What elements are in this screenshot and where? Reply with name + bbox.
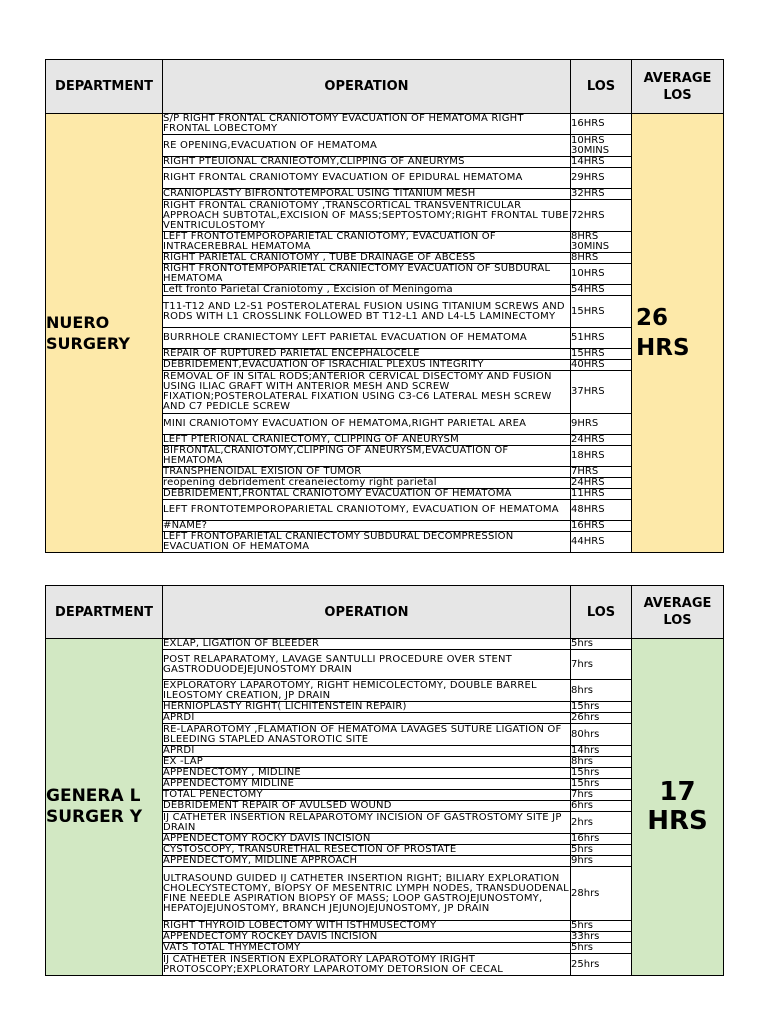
los-cell: 15hrs	[571, 768, 632, 779]
los-cell: 48HRS	[571, 500, 632, 521]
los-cell: 37HRS	[571, 371, 632, 414]
los-cell: 28hrs	[571, 867, 632, 921]
los-cell: 8hrs	[571, 757, 632, 768]
los-cell: 16hrs	[571, 834, 632, 845]
average-los-header: AVERAGE LOS	[632, 586, 724, 639]
los-cell: 14hrs	[571, 746, 632, 757]
operation-cell: #NAME?	[163, 521, 571, 532]
operation-cell: DEBRIDEMENT REPAIR OF AVULSED WOUND	[163, 801, 571, 812]
average-los-cell: 17 HRS	[632, 639, 724, 976]
operation-cell: reopening debridement creaneiectomy right parietal	[163, 478, 571, 489]
operation-cell: APRDI	[163, 746, 571, 757]
los-cell: 51HRS	[571, 328, 632, 349]
los-cell: 24HRS	[571, 478, 632, 489]
operation-cell: APPENDECTOMY , MIDLINE	[163, 768, 571, 779]
operation-header: OPERATION	[163, 586, 571, 639]
los-cell: 44HRS	[571, 532, 632, 553]
operation-cell: IJ CATHETER INSERTION EXPLORATORY LAPAROTOMY IRIGHT PROTOSCOPY;EXPLORATORY LAPAROTOMY DETORSION OF CECAL	[163, 954, 571, 976]
operation-cell: TOTAL PENECTOMY	[163, 790, 571, 801]
los-cell: 26hrs	[571, 713, 632, 724]
operation-cell: REMOVAL OF IN SITAL RODS;ANTERIOR CERVICAL DISECTOMY AND FUSION USING ILIAC GRAFT WITH ANTERIOR MESH AND SCREW FIXATION;POSTEROLATERAL FIXATION USING C3-C6 LATERAL MESH SCREW AND C7 PEDICLE SCREW	[163, 371, 571, 414]
los-cell: 15HRS	[571, 349, 632, 360]
los-cell: 24HRS	[571, 435, 632, 446]
operation-cell: EXPLORATORY LAPAROTOMY, RIGHT HEMICOLECTOMY, DOUBLE BARREL ILEOSTOMY CREATION, JP DRAIN	[163, 680, 571, 702]
operation-cell: LEFT FRONTOTEMPOROPARIETAL CRANIOTOMY, EVACUATION OF HEMATOMA	[163, 500, 571, 521]
operation-cell: T11-T12 AND L2-S1 POSTEROLATERAL FUSION USING TITANIUM SCREWS AND RODS WITH L1 CROSSLINK FOLLOWED BT T12-L1 AND L4-L5 LAMINECTOMY	[163, 296, 571, 328]
operation-cell: RIGHT PARIETAL CRANIOTOMY , TUBE DRAINAGE OF ABCESS	[163, 253, 571, 264]
operation-cell: MINI CRANIOTOMY EVACUATION OF HEMATOMA,RIGHT PARIETAL AREA	[163, 414, 571, 435]
operation-cell: DEBRIDEMENT,EVACUATION OF ISRACHIAL PLEXUS INTEGRITY	[163, 360, 571, 371]
los-cell: 15hrs	[571, 702, 632, 713]
los-cell: 16HRS	[571, 521, 632, 532]
operation-cell: DEBRIDEMENT,FRONTAL CRANIOTOMY EVACUATION OF HEMATOMA	[163, 489, 571, 500]
los-cell: 8hrs	[571, 680, 632, 702]
los-cell: 25hrs	[571, 954, 632, 976]
los-cell: 80hrs	[571, 724, 632, 746]
los-cell: 9HRS	[571, 414, 632, 435]
average-los-cell: 26 HRS	[632, 114, 724, 553]
operation-cell: S/P RIGHT FRONTAL CRANIOTOMY EVACUATION OF HEMATOMA RIGHT FRONTAL LOBECTOMY	[163, 114, 571, 135]
operation-cell: POST RELAPARATOMY, LAVAGE SANTULLI PROCEDURE OVER STENT GASTRODUODEJEJUNOSTOMY DRAIN	[163, 650, 571, 680]
table-row	[46, 639, 724, 650]
table-row	[46, 114, 724, 135]
operation-cell: CYSTOSCOPY, TRANSURETHAL RESECTION OF PROSTATE	[163, 845, 571, 856]
operation-cell: TRANSPHENOIDAL EXISION OF TUMOR	[163, 467, 571, 478]
operation-cell: RIGHT FRONTAL CRANIOTOMY EVACUATION OF EPIDURAL HEMATOMA	[163, 168, 571, 189]
los-cell: 5hrs	[571, 943, 632, 954]
los-cell: 7hrs	[571, 790, 632, 801]
operation-cell: APPENDECTOMY, MIDLINE APPROACH	[163, 856, 571, 867]
department-cell: GENERA L SURGER Y	[46, 639, 163, 976]
operation-cell: IJ CATHETER INSERTION RELAPAROTOMY INCISION OF GASTROSTOMY SITE JP DRAIN	[163, 812, 571, 834]
los-cell: 72HRS	[571, 200, 632, 232]
header-row	[46, 586, 724, 639]
operation-cell: BIFRONTAL,CRANIOTOMY,CLIPPING OF ANEURYSM,EVACUATION OF HEMATOMA	[163, 446, 571, 467]
los-cell: 9hrs	[571, 856, 632, 867]
operation-header: OPERATION	[163, 60, 571, 114]
los-cell: 6hrs	[571, 801, 632, 812]
operation-cell: APPENDECTOMY ROCKEY DAVIS INCISION	[163, 932, 571, 943]
operation-cell: LEFT FRONTOTEMPOROPARIETAL CRANIOTOMY, EVACUATION OF INTRACEREBRAL HEMATOMA	[163, 232, 571, 253]
los-cell: 11HRS	[571, 489, 632, 500]
los-cell: 29HRS	[571, 168, 632, 189]
los-cell: 10HRS 30MINS	[571, 135, 632, 157]
los-cell: 10HRS	[571, 264, 632, 285]
los-cell: 5hrs	[571, 845, 632, 856]
los-cell: 40HRS	[571, 360, 632, 371]
los-cell: 16HRS	[571, 114, 632, 135]
operation-cell: RIGHT THYROID LOBECTOMY WITH ISTHMUSECTOMY	[163, 921, 571, 932]
los-header: LOS	[571, 586, 632, 639]
department-header: DEPARTMENT	[46, 586, 163, 639]
los-cell: 2hrs	[571, 812, 632, 834]
operation-cell: REPAIR OF RUPTURED PARIETAL ENCEPHALOCELE	[163, 349, 571, 360]
operation-cell: RE-LAPAROTOMY ,FLAMATION OF HEMATOMA LAVAGES SUTURE LIGATION OF BLEEDING STAPLED ANASTOROTIC SITE	[163, 724, 571, 746]
operation-cell: RIGHT FRONTOTEMPOPARIETAL CRANIECTOMY EVACUATION OF SUBDURAL HEMATOMA	[163, 264, 571, 285]
los-cell: 7hrs	[571, 650, 632, 680]
los-header: LOS	[571, 60, 632, 114]
operation-cell: ULTRASOUND GUIDED IJ CATHETER INSERTION RIGHT; BILIARY EXPLORATION CHOLECYSTECTOMY, BIOPSY OF MESENTRIC LYMPH NODES, TRANSDUODENAL FINE NEEDLE ASPIRATION BIOPSY OF MASS; LOOP GASTROJEJUNOSTOMY, HEPATOJEJUNOSTOMY, BRANCH JEJUNOJEJUNOSTOMY, JP DRAIN	[163, 867, 571, 921]
department-header: DEPARTMENT	[46, 60, 163, 114]
operation-cell: APRDI	[163, 713, 571, 724]
operation-cell: APPENDECTOMY ROCKY DAVIS INCISION	[163, 834, 571, 845]
los-cell: 5hrs	[571, 639, 632, 650]
header-row	[46, 60, 724, 114]
los-cell: 18HRS	[571, 446, 632, 467]
operation-cell: EXLAP, LIGATION OF BLEEDER	[163, 639, 571, 650]
los-cell: 8HRS	[571, 253, 632, 264]
los-cell: 14HRS	[571, 157, 632, 168]
operation-cell: RE OPENING,EVACUATION OF HEMATOMA	[163, 135, 571, 157]
los-cell: 32HRS	[571, 189, 632, 200]
neurosurgery-table	[45, 59, 724, 553]
los-cell: 33hrs	[571, 932, 632, 943]
department-cell: NUERO SURGERY	[46, 114, 163, 553]
los-cell: 8HRS 30MINS	[571, 232, 632, 253]
los-cell: 5hrs	[571, 921, 632, 932]
los-cell: 15hrs	[571, 779, 632, 790]
operation-cell: RIGHT FRONTAL CRANIOTOMY ,TRANSCORTICAL TRANSVENTRICULAR APPROACH SUBTOTAL,EXCISION OF MASS;SEPTOSTOMY;RIGHT FRONTAL TUBE VENTRICULOSTOMY	[163, 199, 569, 231]
operation-cell: APPENDECTOMY MIDLINE	[163, 779, 571, 790]
operation-cell: LEFT PTERIONAL CRANIECTOMY, CLIPPING OF ANEURYSM	[163, 435, 571, 446]
los-cell: 15HRS	[571, 296, 632, 328]
operation-cell: BURRHOLE CRANIECTOMY LEFT PARIETAL EVACUATION OF HEMATOMA	[163, 328, 571, 349]
operation-cell: RIGHT PTEUIONAL CRANIEOTOMY,CLIPPING OF ANEURYMS	[163, 157, 571, 168]
los-cell: 7HRS	[571, 467, 632, 478]
operation-cell: LEFT FRONTOPARIETAL CRANIECTOMY SUBDURAL DECOMPRESSION EVACUATION OF HEMATOMA	[163, 532, 571, 553]
general-surgery-table	[45, 585, 724, 976]
operation-cell: EX -LAP	[163, 757, 571, 768]
operation-cell: CRANIOPLASTY BIFRONTOTEMPORAL USING TITANIUM MESH	[163, 189, 571, 200]
operation-cell: VATS TOTAL THYMECTOMY	[163, 943, 571, 954]
los-cell: 54HRS	[571, 285, 632, 296]
average-los-header: AVERAGE LOS	[632, 60, 724, 114]
operation-cell: HERNIOPLASTY RIGHT( LICHITENSTEIN REPAIR)	[163, 702, 571, 713]
operation-cell: Left fronto Parietal Craniotomy , Excision of Meningoma	[163, 285, 571, 296]
